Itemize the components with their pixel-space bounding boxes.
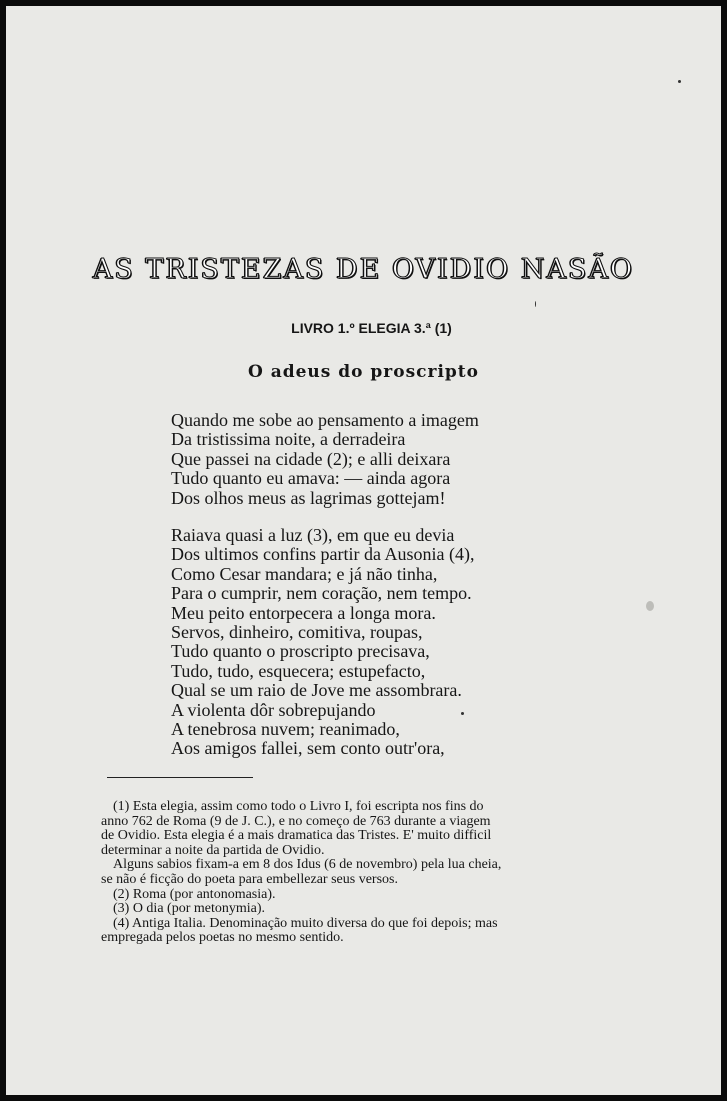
paper-speck: [461, 712, 464, 715]
paper-speck: [535, 301, 536, 307]
page-title: AS TRISTEZAS DE OVIDIO NASÃO: [92, 254, 635, 285]
book-subtitle: LIVRO 1.º ELEGIA 3.ª (1): [291, 320, 452, 336]
verse-line: Aos amigos fallei, sem conto outr'ora,: [171, 738, 445, 759]
verse-line: Tudo, tudo, esquecera; estupefacto,: [171, 660, 426, 681]
footnote-line: determinar a noite da partida de Ovidio.: [101, 842, 325, 858]
footnote-line: empregada pelos poetas no mesmo sentido.: [101, 930, 344, 946]
footnote-line: se não é ficção do poeta para embellezar seus versos.: [101, 871, 398, 887]
verse-line: Como Cesar mandara; e já não tinha,: [171, 563, 438, 584]
footnote-line: Alguns sabios fixam-a em 8 dos Idus (6 de novembro) pela lua cheia,: [113, 857, 502, 873]
footnote-line: de Ovidio. Esta elegia é a mais dramatica das Tristes. E' muito difficil: [101, 828, 492, 844]
verse-line: Dos olhos meus as lagrimas gottejam!: [171, 487, 446, 508]
stanza-1: [171, 411, 651, 508]
footnote-line: (1) Esta elegia, assim como todo o Livro I, foi escripta nos fins do: [113, 799, 484, 814]
verse-line: Quando me sobe ao pensamento a imagem: [171, 410, 479, 430]
book-page: [6, 6, 721, 1095]
paper-smudge: [646, 601, 654, 611]
verse-line: Raiava quasi a luz (3), em que eu devia: [171, 525, 455, 545]
footnote-line: (4) Antiga Italia. Denominação muito diversa do que foi depois; mas: [113, 915, 498, 931]
verse-line: Dos ultimos confins partir da Ausonia (4),: [171, 544, 475, 565]
verse-line: A violenta dôr sobrepujando: [171, 699, 376, 720]
footnote-line: anno 762 de Roma (9 de J. C.), e no começo de 763 durante a viagem: [101, 813, 491, 829]
verse-line: Da tristissima noite, a derradeira: [171, 429, 406, 450]
footnotes: [101, 800, 579, 946]
verse-line: Tudo quanto o proscripto precisava,: [171, 641, 430, 662]
footnote-line: (2) Roma (por antonomasia).: [113, 886, 276, 902]
footnote-line: (3) O dia (por metonymia).: [113, 901, 266, 917]
verse-line: Qual se um raio de Jove me assombrara.: [171, 680, 462, 701]
verse-line: A tenebrosa nuvem; reanimado,: [171, 719, 400, 740]
paper-speck: [678, 80, 681, 83]
verse-line: Servos, dinheiro, comitiva, roupas,: [171, 622, 423, 643]
verse-line: Meu peito entorpecera a longa mora.: [171, 602, 436, 623]
stanza-2: [171, 526, 651, 759]
elegy-title: O adeus do proscripto: [247, 362, 480, 382]
verse-line: Para o cumprir, nem coração, nem tempo.: [171, 583, 472, 604]
verse-line: Tudo quanto eu amava: — ainda agora: [171, 468, 451, 489]
verse-line: Que passei na cidade (2); e alli deixara: [171, 448, 451, 469]
footnote-divider: [107, 777, 253, 778]
